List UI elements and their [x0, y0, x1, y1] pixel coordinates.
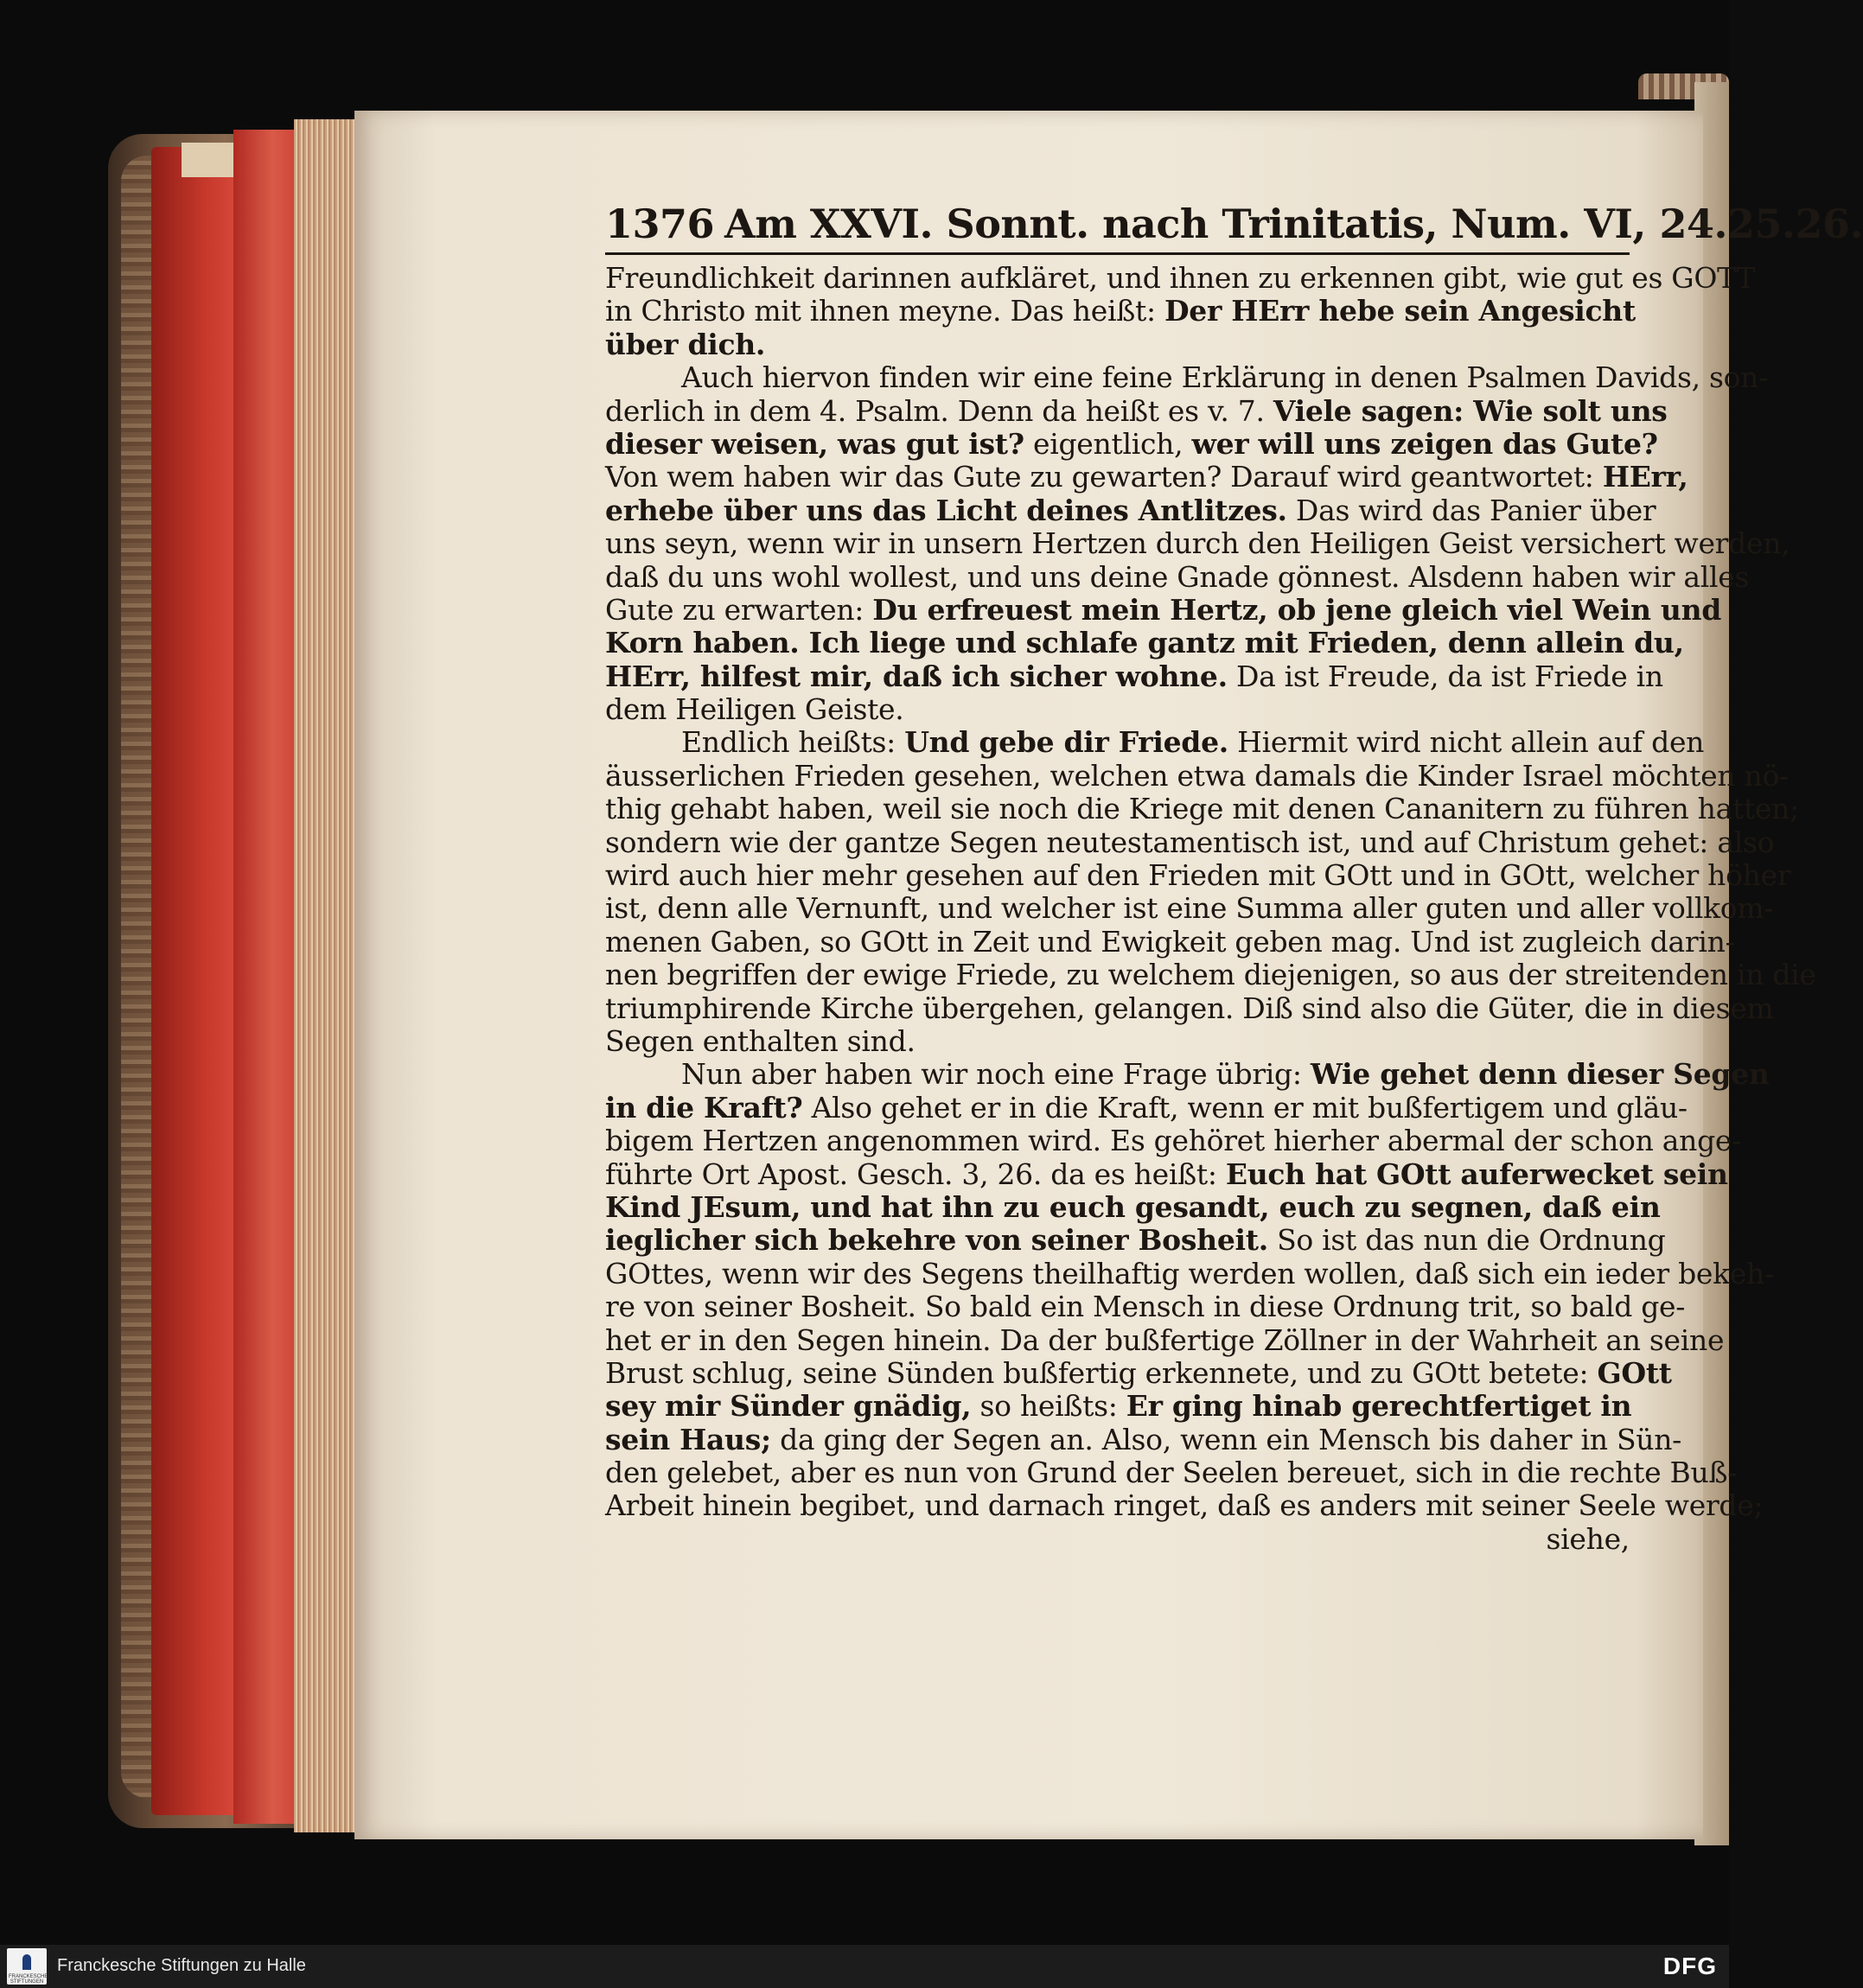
body-text: Endlich heißts:	[681, 725, 905, 760]
body-text: so heißts:	[971, 1389, 1126, 1424]
body-text: in Christo mit ihnen meyne. Das heißt:	[605, 294, 1164, 328]
body-text: het er in den Segen hinein. Da der bußfertige Zöllner in der Wahrheit an seine	[605, 1322, 1725, 1357]
running-head	[605, 199, 1863, 249]
bold-text: HErr, hilfest mir, daß ich sicher wohne.	[605, 659, 1228, 693]
body-text: Auch hiervon finden wir eine feine Erklärung in denen Psalmen Davids, son-	[681, 360, 1768, 395]
header-rule	[605, 252, 1630, 255]
bold-text: erhebe über uns das Licht deines Antlitzes.	[605, 493, 1287, 527]
text-line	[605, 758, 1789, 793]
text-line	[605, 426, 1658, 461]
text-line	[605, 393, 1668, 428]
body-text: sondern wie der gantze Segen neutestamentisch ist, und auf Christum gehet: also	[605, 825, 1775, 859]
body-text: führte Ort Apost. Gesch. 3, 26. da es heißt:	[605, 1156, 1226, 1191]
text-line	[605, 460, 1688, 494]
text-line	[605, 825, 1775, 859]
text-line	[605, 1090, 1688, 1125]
bold-text: Du erfreuest mein Hertz, ob jene gleich viel Wein und	[872, 592, 1722, 627]
text-line	[605, 1057, 1770, 1092]
body-text: Das wird das Panier über	[1286, 493, 1656, 527]
text-line	[605, 1422, 1682, 1456]
institution-link[interactable]: Franckesche Stiftungen zu Halle	[57, 1956, 306, 1975]
text-line	[605, 1156, 1728, 1191]
text-line	[605, 659, 1663, 693]
body-text: daß du uns wohl wollest, und uns deine Gnade gönnest. Alsdenn haben wir alles	[605, 559, 1750, 594]
text-line	[605, 891, 1774, 926]
bold-text: ieglicher sich bekehre von seiner Bosheit.	[605, 1223, 1268, 1258]
body-text: Segen enthalten sind.	[605, 1023, 916, 1058]
dfg-logo[interactable]: DFG	[1662, 1953, 1717, 1979]
bold-text: wer will uns zeigen das Gute?	[1191, 426, 1658, 461]
bold-text: Und gebe dir Friede.	[904, 725, 1228, 760]
bold-text: über dich.	[605, 327, 766, 361]
text-line	[605, 1456, 1738, 1490]
body-text: derlich in dem 4. Psalm. Denn da heißt es v. 7.	[605, 393, 1273, 428]
text-line	[605, 693, 1630, 726]
body-text: triumphirende Kirche übergehen, gelangen. Diß sind also die Güter, die in diesem	[605, 991, 1774, 1025]
bold-text: Korn haben. Ich liege und schlafe gantz mit Frieden, denn allein du,	[605, 626, 1684, 660]
institution-logo[interactable]	[7, 1948, 47, 1985]
body-text: wird auch hier mehr gesehen auf den Frieden mit GOtt und in GOtt, welcher höher	[605, 858, 1791, 893]
body-text: Arbeit hinein begibet, und darnach ringet, daß es anders mit seiner Seele werde;	[605, 1488, 1764, 1523]
bold-text: dieser weisen, was gut ist?	[605, 426, 1024, 461]
text-line	[605, 1025, 1630, 1058]
text-line	[605, 360, 1768, 395]
bold-text: sey mir Sünder gnädig,	[605, 1389, 972, 1424]
text-line	[605, 626, 1684, 660]
text-line	[605, 294, 1636, 328]
building-icon	[22, 1954, 31, 1970]
bold-text: in die Kraft?	[605, 1090, 803, 1125]
bold-text: Wie gehet denn dieser Segen	[1310, 1057, 1770, 1092]
bold-text: Kind JEsum, und hat ihn zu euch gesandt, euch zu segnen, daß ein	[605, 1189, 1661, 1224]
text-line	[605, 328, 1630, 361]
bold-text: Euch hat GOtt auferwecket sein	[1225, 1156, 1728, 1191]
text-line	[605, 858, 1791, 893]
text-line	[605, 1223, 1666, 1258]
text-line	[605, 1189, 1661, 1224]
body-text: Nun aber haben wir noch eine Frage übrig:	[681, 1057, 1311, 1092]
bold-text: sein Haus;	[605, 1422, 771, 1456]
body-text: Also gehet er in die Kraft, wenn er mit bußfertigem und gläu-	[802, 1090, 1688, 1125]
text-line	[605, 725, 1705, 760]
body-text: dem Heiligen Geiste.	[605, 692, 904, 727]
page-text	[605, 199, 1863, 1556]
body-text: So ist das nun die Ordnung	[1267, 1223, 1666, 1258]
logo-text: FRANCKESCHE STIFTUNGEN	[9, 1974, 48, 1985]
running-title: Am XXVI. Sonnt. nach Trinitatis, Num. VI, 24.25.26.	[724, 201, 1863, 247]
bold-text: HErr,	[1602, 460, 1688, 494]
body-text: Gute zu erwarten:	[605, 592, 873, 627]
page-number: 1376	[605, 201, 715, 247]
body-text: eigentlich,	[1024, 426, 1192, 461]
text-line	[605, 1290, 1686, 1324]
text-line	[605, 592, 1722, 627]
text-line	[605, 493, 1656, 527]
text-line	[605, 1390, 1630, 1423]
body-text: re von seiner Bosheit. So bald ein Mensch in diese Ordnung trit, so bald ge-	[605, 1290, 1686, 1324]
text-line	[605, 1523, 1630, 1556]
body-text: den gelebet, aber es nun von Grund der Seelen bereuet, sich in die rechte Buß-	[605, 1456, 1738, 1490]
body-text: uns seyn, wenn wir in unsern Hertzen durch den Heiligen Geist versichert werden,	[605, 526, 1790, 561]
text-line	[605, 792, 1799, 826]
text-line	[605, 559, 1750, 594]
text-line	[605, 958, 1816, 992]
body-text: menen Gaben, so GOtt in Zeit und Ewigkeit geben mag. Und ist zugleich darin-	[605, 924, 1735, 959]
text-line	[605, 261, 1756, 295]
text-line	[605, 1488, 1764, 1523]
text-line	[605, 1124, 1742, 1158]
bold-text: Er ging hinab gerechtfertiget in	[1126, 1389, 1632, 1424]
body-text: Von wem haben wir das Gute zu gewarten? Darauf wird geantwortet:	[605, 460, 1603, 494]
text-line	[605, 924, 1735, 959]
text-line	[605, 1322, 1725, 1357]
body-text: Hiermit wird nicht allein auf den	[1228, 725, 1705, 760]
body-text: bigem Hertzen angenommen wird. Es gehöret hierher abermal der schon ange-	[605, 1124, 1742, 1158]
text-lines	[605, 261, 1816, 1556]
text-line	[605, 1355, 1672, 1390]
body-text: da ging der Segen an. Also, wenn ein Mensch bis daher in Sün-	[770, 1422, 1682, 1456]
body-text: Brust schlug, seine Sünden bußfertig erkennete, und zu GOtt betete:	[605, 1355, 1598, 1390]
text-line	[605, 1256, 1774, 1290]
body-text: Freundlichkeit darinnen aufkläret, und ihnen zu erkennen gibt, wie gut es GOTT	[605, 261, 1756, 295]
body-text: äusserlichen Frieden gesehen, welchen etwa damals die Kinder Israel möchten nö-	[605, 758, 1789, 793]
viewer-footer	[0, 1945, 1729, 1988]
bold-text: GOtt	[1597, 1355, 1672, 1390]
body-text: siehe,	[1546, 1521, 1630, 1556]
body-text: nen begriffen der ewige Friede, zu welchem diejenigen, so aus der streitenden in die	[605, 958, 1816, 992]
body-text: Da ist Freude, da ist Friede in	[1227, 659, 1663, 693]
body-text: thig gehabt haben, weil sie noch die Kriege mit denen Cananitern zu führen hatten;	[605, 792, 1799, 826]
body-text: GOttes, wenn wir des Segens theilhaftig werden wollen, daß sich ein ieder bekeh-	[605, 1256, 1774, 1290]
bold-text: Der HErr hebe sein Angesicht	[1164, 294, 1636, 328]
body-text: ist, denn alle Vernunft, und welcher ist eine Summa aller guten und aller vollkom-	[605, 891, 1774, 926]
text-line	[605, 991, 1774, 1025]
bold-text: Viele sagen: Wie solt uns	[1273, 393, 1668, 428]
text-line	[605, 526, 1790, 561]
